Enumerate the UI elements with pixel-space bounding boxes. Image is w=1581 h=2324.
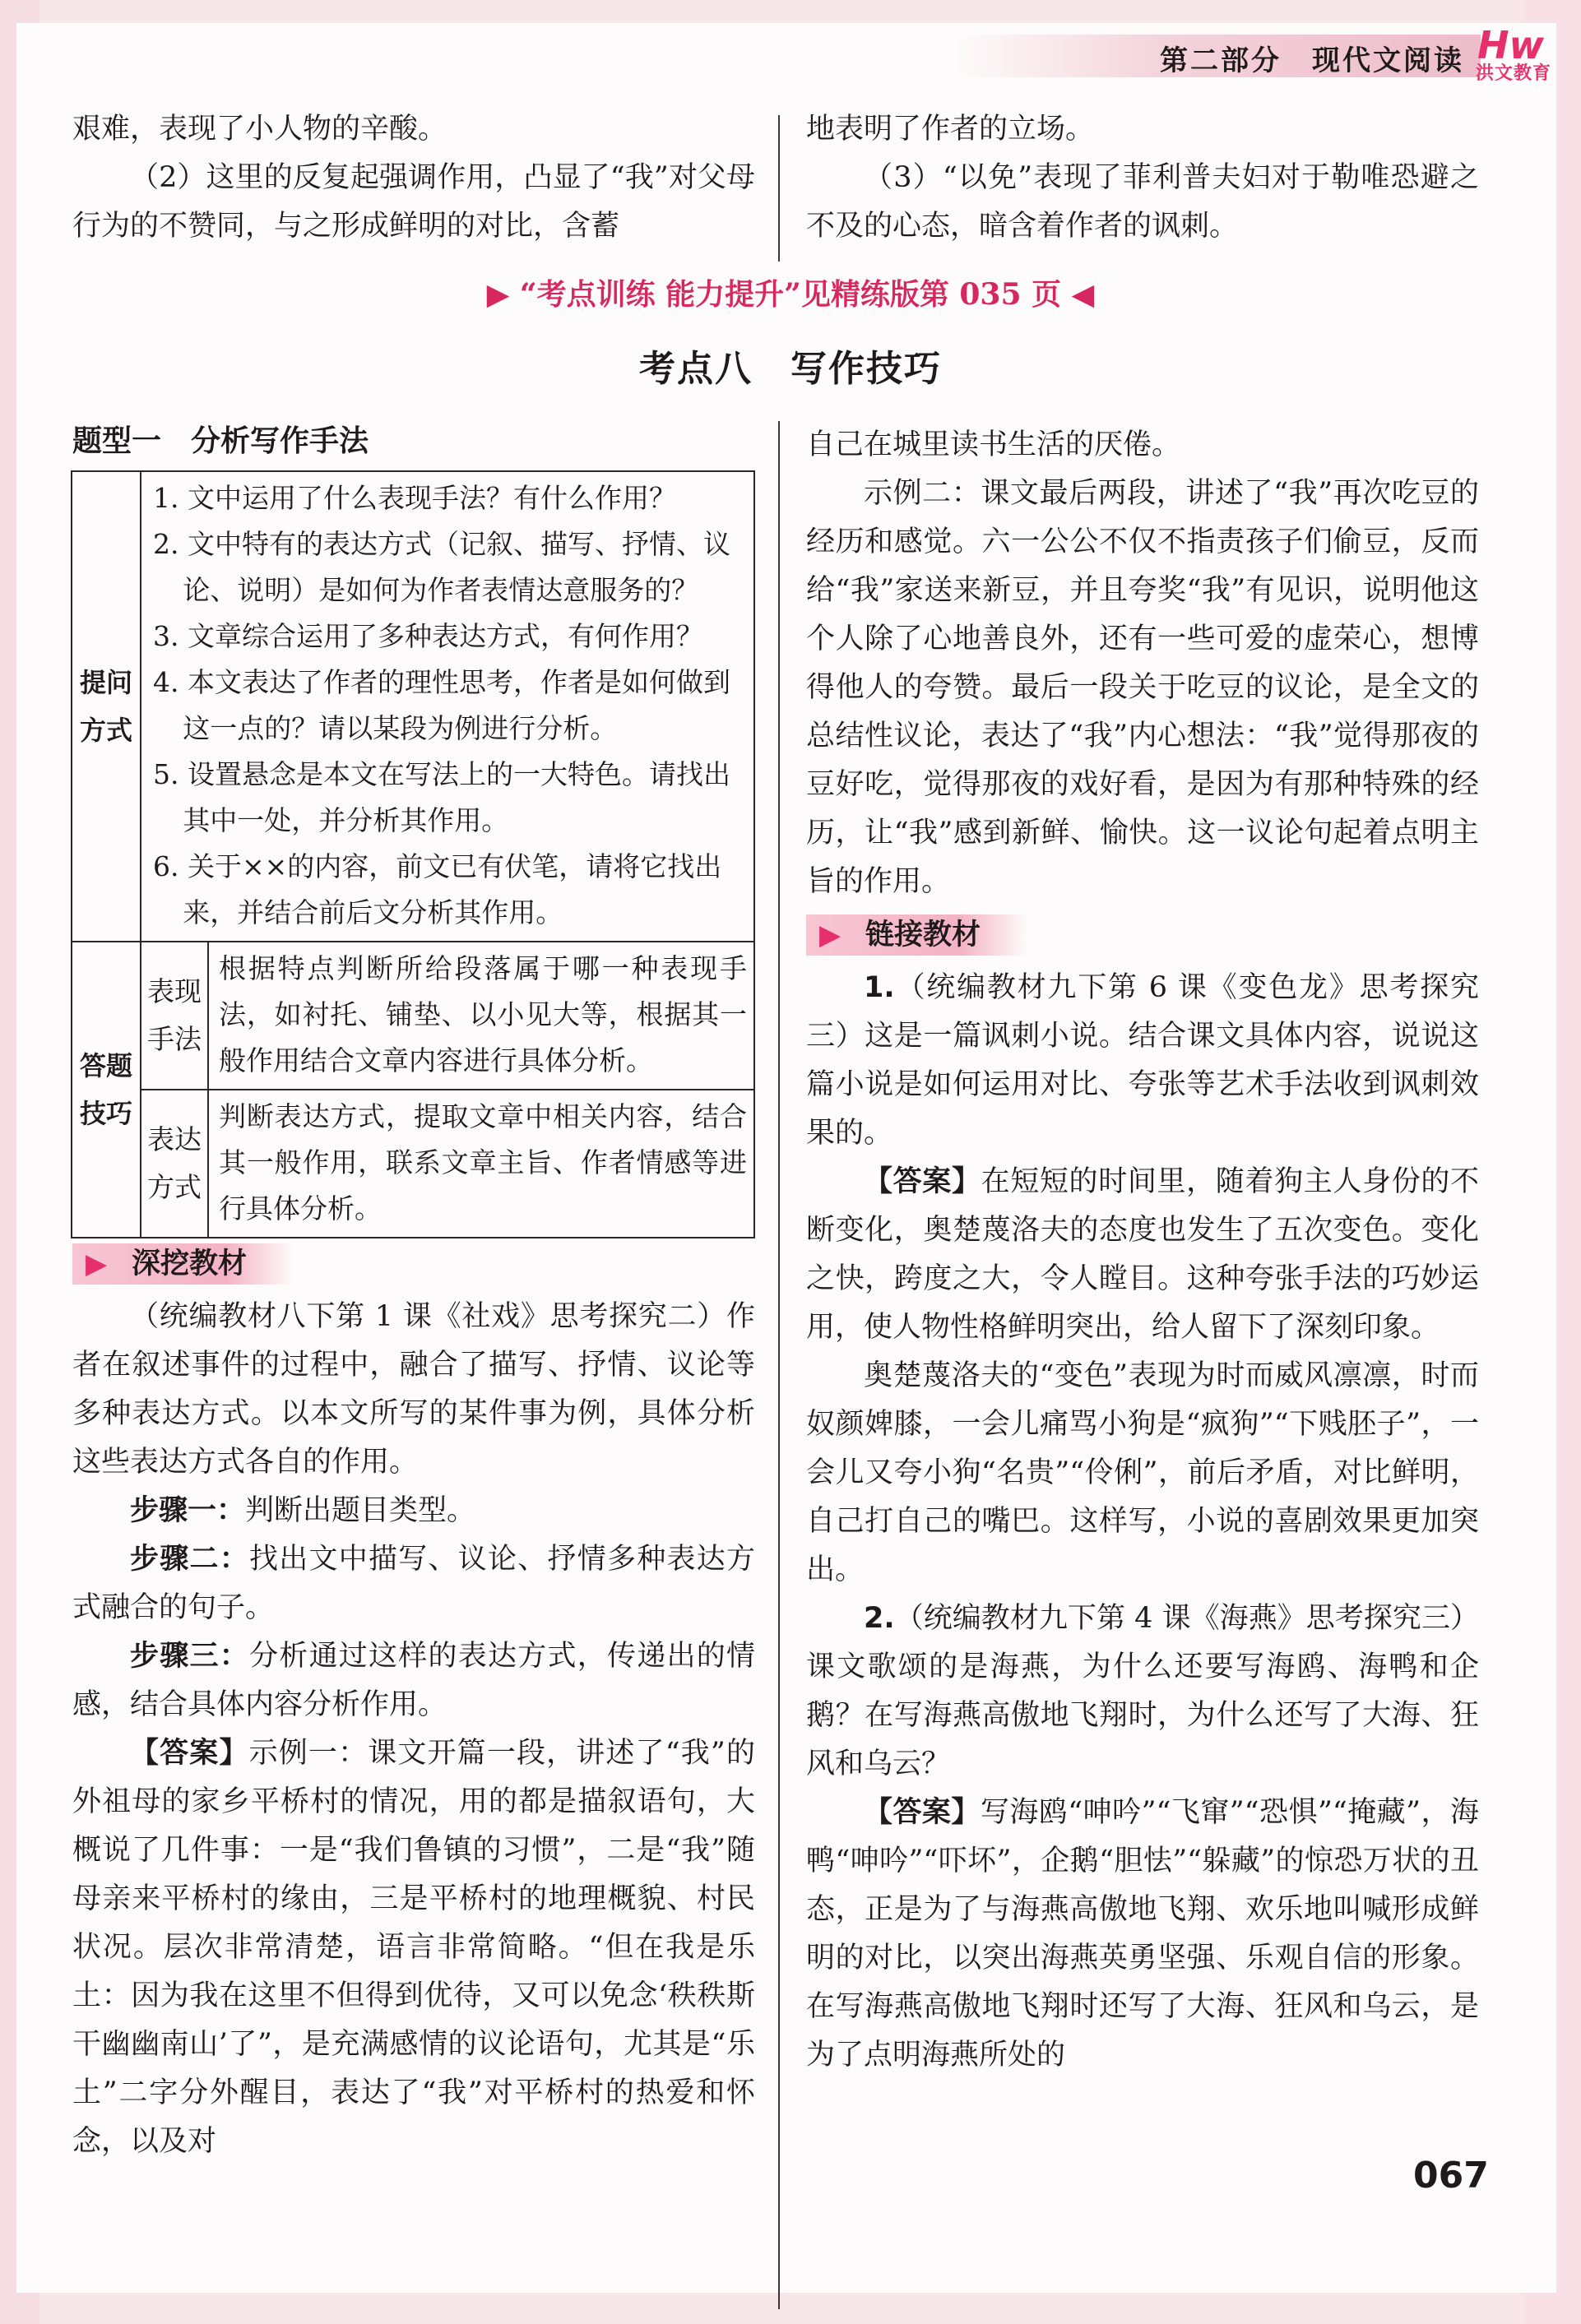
column-divider-main — [778, 421, 780, 2309]
question-text: （统编教材九下第 4 课《海燕》思考探究三）课文歌颂的是海燕，为什么还要写海鸥、海鸭和企鹅？在写海燕高傲地飞翔时，为什么还写了大海、狂风和乌云？ — [806, 1602, 1479, 1780]
step-text: 找出文中描写、议论、抒情多种表达方式融合的句子。 — [72, 1543, 755, 1624]
link-answer-1 — [806, 1158, 1479, 1352]
right-column — [806, 421, 1479, 2080]
question-number: 1. — [864, 971, 895, 1004]
top-left-line: 艰难，表现了小人物的辛酸。 — [72, 113, 447, 146]
answer-tip-label: 答题技巧 — [72, 942, 141, 1238]
link-answer-1b: 奥楚蔑洛夫的“变色”表现为时而威风凛凛，时而奴颜婢膝，一会儿痛骂小狗是“疯狗”“下贱胚子”，一会儿又夸小狗“名贵”“伶俐”，前后矛盾，对比鲜明，自己打自己的嘴巴。这样写，小说的喜剧效果更加突出。 — [806, 1359, 1479, 1586]
top-left-paragraph: （2）这里的反复起强调作用，凸显了“我”对父母行为的不赞同，与之形成鲜明的对比，含蓄 — [72, 161, 755, 243]
question-item: 2. 文中特有的表达方式（记叙、描写、抒情、议论、说明）是如何为作者表情达意服务的？ — [153, 528, 730, 606]
step-text: 分析通过这样的表达方式，传递出的情感，结合具体内容分析作用。 — [72, 1640, 755, 1721]
banner-text: “考点训练 能力提升”见精练版第 035 页 — [519, 277, 1062, 312]
answer-row — [72, 942, 754, 1090]
tag-arrow-icon: ▶ — [86, 1248, 108, 1280]
logo-name: 洪文教育 — [1476, 63, 1552, 84]
page-number: 067 — [1413, 2155, 1489, 2197]
question-method-label: 提问方式 — [72, 471, 141, 942]
deep-tag-wrap — [72, 1235, 755, 1293]
answer-label: 【答案】 — [130, 1737, 249, 1770]
step-text: 判断出题目类型。 — [245, 1494, 476, 1527]
step-2 — [72, 1535, 755, 1632]
link-question-1 — [806, 964, 1479, 1158]
deep-answer-2: 示例二：课文最后两段，讲述了“我”再次吃豆的经历和感觉。六一公公不仅不指责孩子们偷豆，反而给“我”家送来新豆，并且夸奖“我”有见识，说明他这个人除了心地善良外，还有一些可爱的虚荣心，想博得他人的夸赞。最后一段关于吃豆的议论，是全文的总结性议论，表达了“我”内心想法：“我”觉得那夜的豆好吃，觉得那夜的戏好看，是因为有那种特殊的经历，让“我”感到新鲜、愉快。这一议论句起着点明主旨的作用。 — [806, 477, 1479, 898]
deep-question: （统编教材八下第 1 课《社戏》思考探究二）作者在叙述事件的过程中，融合了描写、抒情、议论等多种表达方式。以本文所写的某件事为例，具体分析这些表达方式各自的作用。 — [72, 1300, 755, 1479]
question-number: 2. — [864, 1602, 895, 1635]
question-item: 4. 本文表达了作者的理性思考，作者是如何做到这一点的？请以某段为例进行分析。 — [153, 666, 730, 744]
tag-label: 链接教材 — [865, 919, 981, 951]
step-label: 步骤二： — [130, 1543, 249, 1576]
tag-label: 深挖教材 — [132, 1248, 248, 1280]
arrow-left-icon: ◀ — [1071, 278, 1095, 312]
sub-label-expression: 表达方式 — [141, 1090, 208, 1238]
deep-answer-1 — [72, 1729, 755, 2166]
link-tag-wrap — [806, 906, 1479, 964]
step-label: 步骤一： — [130, 1494, 246, 1527]
technique-table — [71, 470, 755, 1238]
top-left-column — [72, 105, 755, 251]
question-item: 1. 文中运用了什么表现手法？有什么作用？ — [153, 482, 676, 514]
answer-row — [72, 1090, 754, 1238]
answer-label: 【答案】 — [864, 1796, 981, 1829]
column-divider-top — [778, 115, 780, 262]
step-1 — [72, 1487, 755, 1535]
question-text: （统编教材九下第 6 课《变色龙》思考探究三）这是一篇讽刺小说。结合课文具体内容，说说这篇小说是如何运用对比、夸张等艺术手法收到讽刺效果的。 — [806, 971, 1479, 1150]
top-right-paragraph: （3）“以免”表现了菲利普夫妇对于勒唯恐避之不及的心态，暗含着作者的讽刺。 — [806, 161, 1479, 243]
question-item: 3. 文章综合运用了多种表达方式，有何作用？ — [153, 620, 703, 652]
left-column — [72, 1235, 755, 2166]
answer-text: 在短短的时间里，随着狗主人身份的不断变化，奥楚蔑洛夫的态度也发生了五次变色。变化之快，跨度之大，令人瞠目。这种夸张手法的巧妙运用，使人物性格鲜明突出，给人留下了深刻印象。 — [806, 1165, 1479, 1344]
type-title: 题型一 分析写作手法 — [72, 424, 369, 458]
step-label: 步骤三： — [130, 1640, 249, 1673]
publisher-logo — [1471, 23, 1561, 82]
running-header — [954, 23, 1552, 84]
arrow-right-icon: ▶ — [486, 278, 510, 312]
header-section-title: 第二部分 现代文阅读 — [1160, 44, 1464, 77]
deep-textbook-tag — [72, 1243, 293, 1285]
link-question-2 — [806, 1595, 1479, 1789]
step-3 — [72, 1632, 755, 1729]
question-item: 5. 设置悬念是本文在写法上的一大特色。请找出其中一处，并分析其作用。 — [153, 758, 730, 836]
link-answer-2 — [806, 1789, 1479, 2080]
answer-label: 【答案】 — [864, 1165, 981, 1198]
tag-arrow-icon: ▶ — [819, 919, 842, 951]
link-textbook-tag — [806, 914, 1027, 956]
answer-text: 写海鸥“呻吟”“飞窜”“恐惧”“掩藏”，海鸭“呻吟”“吓坏”，企鹅“胆怯”“躲藏”的惊恐万状的丑态，正是为了与海燕高傲地飞翔、欢乐地叫喊形成鲜明的对比，以突出海燕英勇坚强、乐观自信的形象。在写海燕高傲地飞翔时还写了大海、狂风和乌云，是为了点明海燕所处的 — [806, 1796, 1479, 2072]
practice-banner — [0, 271, 1581, 313]
tip-expression: 判断表达方式，提取文章中相关内容，结合其一般作用，联系文章主旨、作者情感等进行具体分析。 — [208, 1090, 754, 1238]
section-title: 考点八 写作技巧 — [639, 348, 942, 390]
answer-text: 示例一：课文开篇一段，讲述了“我”的外祖母的家乡平桥村的情况，用的都是描叙语句，大概说了几件事：一是“我们鲁镇的习惯”，二是“我”随母亲来平桥村的缘由，三是平桥村的地理概貌、村民状况。层次非常清楚，语言非常简略。“但在我是乐土：因为我在这里不但得到优待，又可以免念‘秩秩斯干幽幽南山’了”，是充满感情的议论语句，尤其是“乐土”二字分外醒目，表达了“我”对平桥村的热爱和怀念，以及对 — [72, 1737, 755, 2158]
top-right-line: 地表明了作者的立场。 — [806, 113, 1095, 146]
deep-answer-1-cont: 自己在城里读书生活的厌倦。 — [806, 428, 1181, 461]
question-list — [141, 471, 754, 942]
top-right-column — [806, 105, 1479, 251]
logo-mark: Hw — [1477, 23, 1544, 67]
tip-technique: 根据特点判断所给段落属于哪一种表现手法，如衬托、铺垫、以小见大等，根据其一般作用结合文章内容进行具体分析。 — [208, 942, 754, 1090]
question-row — [72, 471, 754, 942]
question-item: 6. 关于××的内容，前文已有伏笔，请将它找出来，并结合前后文分析其作用。 — [153, 850, 722, 928]
sub-label-technique: 表现手法 — [141, 942, 208, 1090]
